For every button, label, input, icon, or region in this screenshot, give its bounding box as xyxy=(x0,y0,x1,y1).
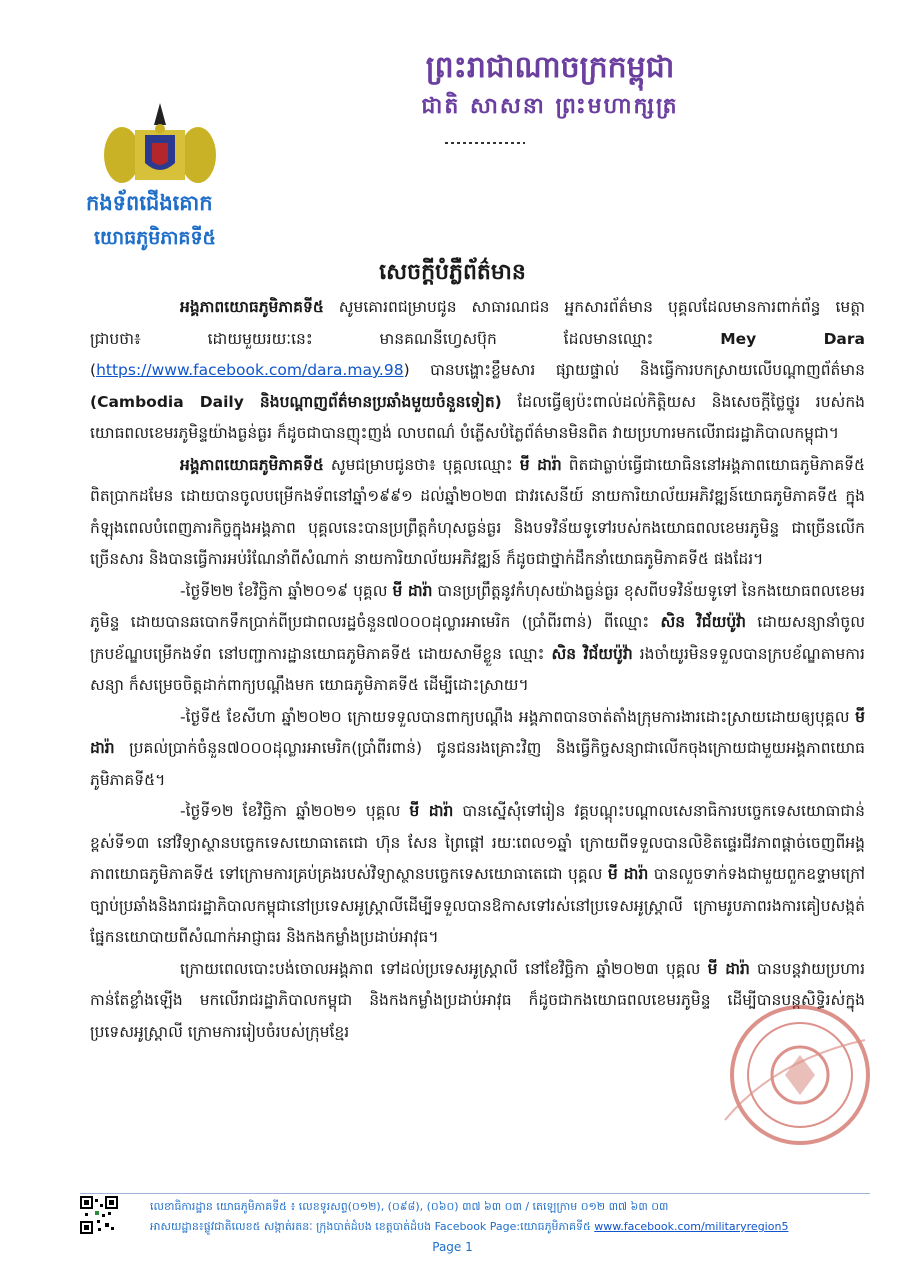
unit-name-army: កងទ័ពជើងគោក xyxy=(86,191,213,215)
person-name: មី ដារ៉ា xyxy=(707,959,750,978)
paren: ( xyxy=(90,361,97,379)
person-name: មី ដារ៉ា xyxy=(519,455,562,474)
official-seal-stamp-icon xyxy=(715,1000,875,1150)
paragraph-text: ) បានបង្ហោះខ្លឹមសារ ផ្សាយផ្ទាល់ និងធ្វើការបកស្រាយលើបណ្តាញព័ត៌មាន xyxy=(403,361,865,379)
header-divider xyxy=(445,142,525,144)
unit-lead: អង្គភាពយោធភូមិភាគទី៥ xyxy=(180,455,324,474)
paragraph-5 xyxy=(90,796,865,954)
footer-contact: លេខាធិការដ្ឋាន យោធភូមិភាគទី៥ ៖ លេខទូរសព្ទ(០១២), (០៩៨), (០៦០) ៣៧ ៦៣ ០៣ / តេឡេក្រាម ០១២ ៣៧ ៦៣ ០៣ xyxy=(150,1200,669,1213)
paragraph-3 xyxy=(90,576,865,702)
victim-name: សិន វិជ័យប៉ូវ៉ា xyxy=(551,644,633,663)
paragraph-text: សូមជម្រាបជូនថា៖ បុគ្គលឈ្មោះ xyxy=(323,455,520,474)
paragraph-text: បានបន្តវាយប្រហារកាន់តែខ្លាំងឡើង មកលើរាជរដ្ឋាភិបាលកម្ពុជា និងកងកម្លាំងប្រដាប់អាវុធ ក៏ដូចជាកងយោធពលខេមរភូមិន្ទ ដើម្បីបានបន្តសិទ្ធិរស់ក្នុងប្រទេសអូស្ត្រាលី ក្រោមការរៀបចំរបស់ក្រុមខ្មែរ xyxy=(90,959,865,1041)
victim-name: សិន វិជ័យប៉ូវ៉ា xyxy=(660,613,747,631)
footer-address xyxy=(150,1220,788,1236)
paragraph-text: ប្រគល់ប្រាក់ចំនួន៧០០០ដុល្លារអាមេរិក(ប្រាំពីរពាន់) ជូនជនរងគ្រោះវិញ និងធ្វើកិច្ចសន្យាជាលើកចុងក្រោយជាមួយអង្គភាពយោធភូមិភាគទី៥។ xyxy=(90,739,865,789)
paragraph-text: ដោយសន្យានាំចូលក្របខ័ណ្ឌបម្រើកងទ័ព នៅបញ្ជាការដ្ឋានយោធភូមិភាគទី៥ ដោយសាមីខ្លួន ឈ្មោះ xyxy=(90,613,865,663)
person-name: មី ដារ៉ា xyxy=(607,865,649,883)
paragraph-1 xyxy=(90,292,865,450)
paragraph-text: បានលួចទាក់ទងជាមួយពួកឧទ្ទាមក្រៅច្បាប់ប្រឆាំងនិងរាជរដ្ឋាភិបាលកម្ពុជានៅប្រទេសអូស្ត្រាលីដើម្បីទទួលបានឱកាសទៅរស់នៅប្រទេសអូស្ត្រាលី ក្រោមរូបភាពរងការគៀបសង្កត់ផ្នែកនយោបាយពីសំណាក់អាជ្ញាធរ និងកងកម្លាំងប្រដាប់អាវុធ។ xyxy=(90,865,866,946)
paragraph-text: -ថ្ងៃទី១២ ខែវិច្ឆិកា ឆ្នាំ២០២១ បុគ្គល xyxy=(180,802,410,820)
paragraph-4 xyxy=(90,702,865,797)
person-name: មី ដារ៉ា xyxy=(90,707,865,757)
paragraph-text: -ថ្ងៃទី៥ ខែសីហា ឆ្នាំ២០២០ ក្រោយទទួលបានពាក្យបណ្តឹង អង្គភាពបានចាត់តាំងក្រុមការងារដោះស្រាយដោយឲ្យបុគ្គល xyxy=(180,707,856,726)
national-motto: ជាតិ សាសនា ព្រះមហាក្សត្រ xyxy=(421,93,679,119)
qr-code-icon[interactable] xyxy=(80,1196,118,1234)
paragraph-text: -ថ្ងៃទី២២ ខែវិច្ឆិកា ឆ្នាំ២០១៩ បុគ្គល xyxy=(180,581,393,600)
footer-address-text: អាសយដ្ឋាន៖ផ្លូវជាតិលេខ៥ សង្កាត់រតនៈ ក្រុងបាត់ដំបង ខេត្តបាត់ដំបង Facebook Page:យោធភូមិភាគទី៥ xyxy=(150,1220,595,1233)
account-name: Mey Dara xyxy=(720,329,865,348)
unit-lead: អង្គភាពយោធភូមិភាគទី៥ xyxy=(180,298,324,316)
person-name: មី ដារ៉ា xyxy=(392,581,433,600)
kingdom-title: ព្រះរាជាណាចក្រកម្ពុជា xyxy=(425,50,675,85)
document-title: សេចក្តីបំភ្លឺព័ត៌មាន xyxy=(379,260,526,285)
facebook-link[interactable]: https://www.facebook.com/dara.may.98 xyxy=(96,361,404,379)
paragraph-2 xyxy=(90,450,865,576)
footer-divider xyxy=(80,1193,870,1194)
unit-name-region: យោធភូមិភាគទី៥ xyxy=(94,227,216,249)
paragraph-text: បានប្រព្រឹត្តនូវកំហុសយ៉ាងធ្ងន់ធ្ងរ ខុសពីបទវិន័យទូទៅ នៃកងយោធពលខេមរភូមិន្ទ ដោយបានឆបោកទឹកប្រាក់ពីប្រជាពលរដ្ឋចំនួន៧០០០ដុល្លារអាមេរិក (ប្រាំពីរពាន់) ពីឈ្មោះ xyxy=(90,581,865,631)
army-emblem-icon xyxy=(100,95,220,195)
document-body xyxy=(90,292,865,1048)
paragraph-text: រងចាំយូរមិនទទួលបានក្របខ័ណ្ឌតាមការសន្យា ក៏សម្រេចចិត្តដាក់ពាក្យបណ្តឹងមក យោធភូមិភាគទី៥ ដើម្បីដោះស្រាយ។ xyxy=(90,644,865,694)
paragraph-text: ក្រោយពេលបោះបង់ចោលអង្គភាព ទៅដល់ប្រទេសអូស្ត្រាលី នៅខែវិច្ឆិកា ឆ្នាំ២០២៣ បុគ្គល xyxy=(180,959,708,978)
person-name: មី ដារ៉ា xyxy=(409,802,454,820)
page-number: Page 1 xyxy=(432,1240,473,1254)
media-names: (Cambodia Daily និងបណ្តាញព័ត៌មានប្រឆាំងមួយចំនួនទៀត) xyxy=(90,392,502,411)
paragraph-text: បានស្នើសុំទៅរៀន វគ្គបណ្តុះបណ្តាលសេនាធិការបច្ចេកទេសយោធាជាន់ខ្ពស់ទី១៣ នៅវិទ្យាស្ថានបច្ចេកទេសយោធាតេជោ ហ៊ុន សែន ព្រៃផ្តៅ រយៈពេល១ឆ្នាំ ក្រោយពីទទួលបានលិខិតផ្ទេរជីវភាពផ្តាច់ចេញពីអង្គភាពយោធភូមិភាគទី៥ ទៅក្រោមការគ្រប់គ្រងរបស់វិទ្យាស្ថានបច្ចេកទេសយោធាតេជោ បុគ្គល xyxy=(90,802,866,883)
footer-facebook-link[interactable]: www.facebook.com/militaryregion5 xyxy=(594,1220,789,1233)
paragraph-text: ពិតជាធ្លាប់ធ្វើជាយោធិននៅអង្គភាពយោធភូមិភាគទី៥ ពិតប្រាកដមែន ដោយបានចូលបម្រើកងទ័ពនៅឆ្នាំ១៩៩១ ដល់ឆ្នាំ២០២៣ ជាវរសេនីយ៍ នាយការិយាល័យអភិវឌ្ឍន៍យោធភូមិភាគទី៥ ក្នុងកំឡុងពេលបំពេញភារកិច្ចក្នុងអង្គភាព បុគ្គលនេះបានប្រព្រឹត្តកំហុសធ្ងន់ធ្ងរ និងបទវិន័យទូទៅរបស់កងយោធពលខេមរភូមិន្ទ ជាច្រើនលើកច្រើនសារ និងបានធ្វើការអប់រំណែនាំពីសំណាក់ នាយការិយាល័យអភិវឌ្ឍន៍ ក៏ដូចជាថ្នាក់ដឹកនាំយោធភូមិភាគទី៥ ផងដែរ។ xyxy=(90,455,866,568)
paragraph-text: ដែលធ្វើឲ្យប៉ះពាល់ដល់កិត្តិយស និងសេចក្តីថ្លៃថ្នូរ របស់កងយោធពលខេមរភូមិន្ទយ៉ាងធ្ងន់ធ្ងរ ក៏ដូចជាបានញុះញង់ លាបពណ៌ បំភ្លើសបំភ្លៃព័ត៌មានមិនពិត វាយប្រហារមកលើរាជរដ្ឋាភិបាលកម្ពុជា។ xyxy=(90,392,865,442)
paragraph-text: សូមគោរពជម្រាបជូន សាធារណជន អ្នកសារព័ត៌មាន បុគ្គលដែលមានការពាក់ព័ន្ធ មេត្តាជ្រាបថា៖ ដោយមួយរយៈនេះ មានគណនីហ្វេសប៊ុក ដែលមានឈ្មោះ xyxy=(90,298,865,348)
